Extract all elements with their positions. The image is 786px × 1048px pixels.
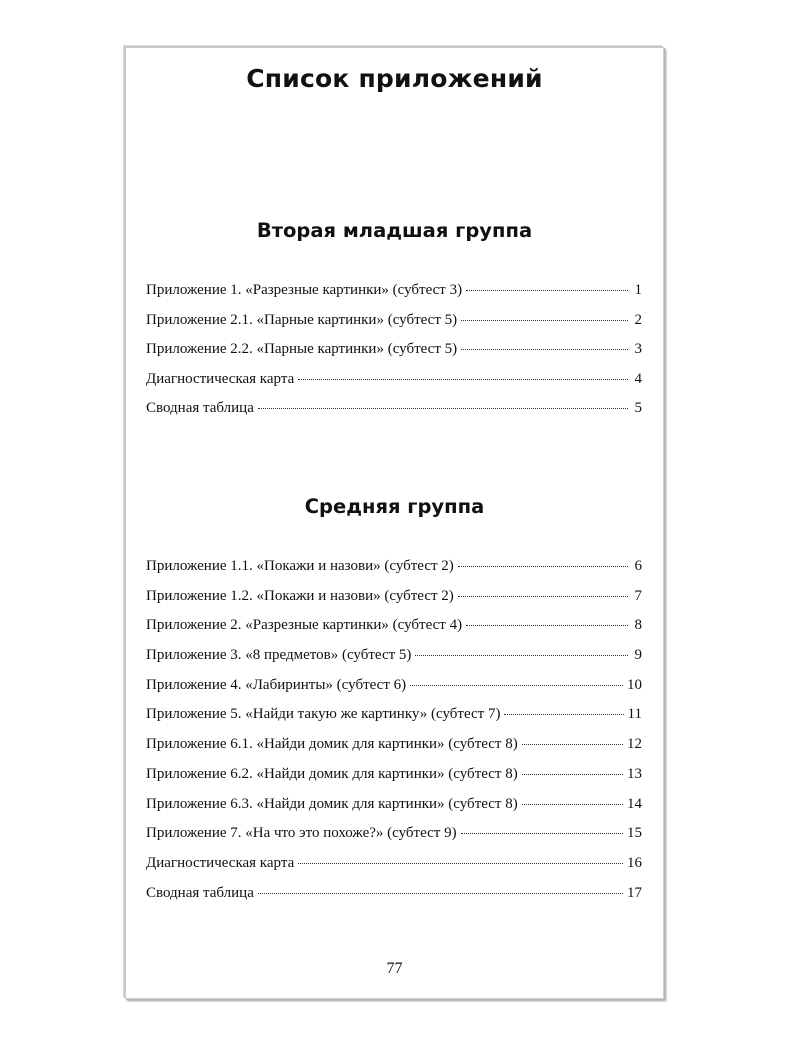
toc-entry-page: 16 [627, 854, 642, 871]
toc-entry [146, 400, 642, 430]
page-title: Список приложений [246, 64, 543, 93]
toc-entry-page: 4 [634, 370, 642, 387]
dot-leader [415, 655, 628, 656]
toc-entry-label: Диагностическая карта [146, 370, 295, 387]
toc-entry [146, 677, 642, 707]
toc-entry [146, 736, 642, 766]
toc-entry [146, 885, 642, 915]
dot-leader [461, 833, 623, 834]
toc-entry-page: 10 [627, 676, 642, 693]
dot-leader [522, 804, 623, 805]
section-title-junior-group: Вторая младшая группа [256, 219, 533, 242]
toc-entry-label: Приложение 2.2. «Парные картинки» (субтест 5) [146, 341, 458, 357]
toc-entry [146, 617, 642, 647]
toc-entry-page: 14 [627, 795, 642, 812]
toc-entry-label: Приложение 2. «Разрезные картинки» (субтест 4) [146, 617, 463, 634]
toc-entry-label: Приложение 7. «На что это похоже?» (субтест 9) [146, 825, 457, 842]
toc-entry-label: Приложение 6.3. «Найди домик для картинки» (субтест 8) [146, 795, 518, 812]
toc-entry-page: 11 [627, 706, 642, 723]
toc-entry-page: 17 [627, 884, 642, 901]
dot-leader [522, 744, 623, 745]
dot-leader [466, 625, 628, 626]
dot-leader [461, 349, 628, 350]
page-number: 77 [386, 960, 403, 977]
dot-leader [298, 379, 628, 380]
toc-entry [146, 371, 642, 401]
toc-entry [146, 341, 642, 371]
dot-leader [258, 893, 623, 894]
toc-entry-page: 6 [634, 558, 642, 574]
toc-list-junior-group [146, 282, 642, 430]
section-title-middle-group: Средняя группа [304, 495, 485, 518]
toc-entry [146, 796, 642, 826]
toc-entry-page: 13 [627, 765, 642, 782]
toc-entry-label: Приложение 1.2. «Покажи и назови» (субтест 2) [146, 587, 454, 604]
dot-leader [461, 320, 628, 321]
toc-entry [146, 647, 642, 677]
toc-entry-page: 15 [627, 825, 642, 842]
dot-leader [258, 408, 628, 409]
toc-entry-label: Приложение 1. «Разрезные картинки» (субтест 3) [146, 282, 463, 298]
toc-entry-page: 5 [634, 400, 642, 416]
toc-entry [146, 312, 642, 342]
toc-entry-page: 8 [634, 617, 642, 634]
dot-leader [458, 596, 628, 597]
toc-entry-label: Сводная таблица [146, 400, 254, 416]
toc-entry-page: 12 [627, 736, 642, 753]
toc-entry-label: Приложение 1.1. «Покажи и назови» (субтест 2) [146, 558, 454, 574]
toc-entry-label: Приложение 4. «Лабиринты» (субтест 6) [146, 676, 407, 693]
toc-entry-label: Диагностическая карта [146, 854, 295, 871]
dot-leader [504, 714, 623, 715]
toc-entry-page: 9 [634, 647, 642, 664]
toc-entry-label: Приложение 2.1. «Парные картинки» (субтест 5) [146, 311, 458, 328]
toc-entry-label: Приложение 3. «8 предметов» (субтест 5) [146, 647, 412, 664]
toc-entry [146, 558, 642, 588]
toc-entry-label: Приложение 6.2. «Найди домик для картинки» (субтест 8) [146, 765, 518, 782]
toc-entry-label: Приложение 6.1. «Найди домик для картинки» (субтест 8) [146, 736, 518, 753]
toc-entry-page: 1 [634, 282, 642, 298]
book-page [124, 46, 663, 998]
toc-entry [146, 706, 642, 736]
toc-entry [146, 588, 642, 618]
toc-entry-label: Приложение 5. «Найди такую же картинку» (субтест 7) [146, 706, 501, 723]
dot-leader [410, 685, 623, 686]
toc-entry [146, 282, 642, 312]
dot-leader [458, 566, 628, 567]
toc-entry-page: 7 [634, 587, 642, 604]
toc-entry-page: 3 [634, 341, 642, 357]
toc-entry-label: Сводная таблица [146, 884, 254, 901]
toc-entry [146, 766, 642, 796]
toc-entry [146, 855, 642, 885]
toc-list-middle-group [146, 558, 642, 914]
dot-leader [466, 290, 628, 291]
toc-entry-page: 2 [634, 311, 642, 328]
toc-entry [146, 825, 642, 855]
dot-leader [298, 863, 623, 864]
dot-leader [522, 774, 623, 775]
